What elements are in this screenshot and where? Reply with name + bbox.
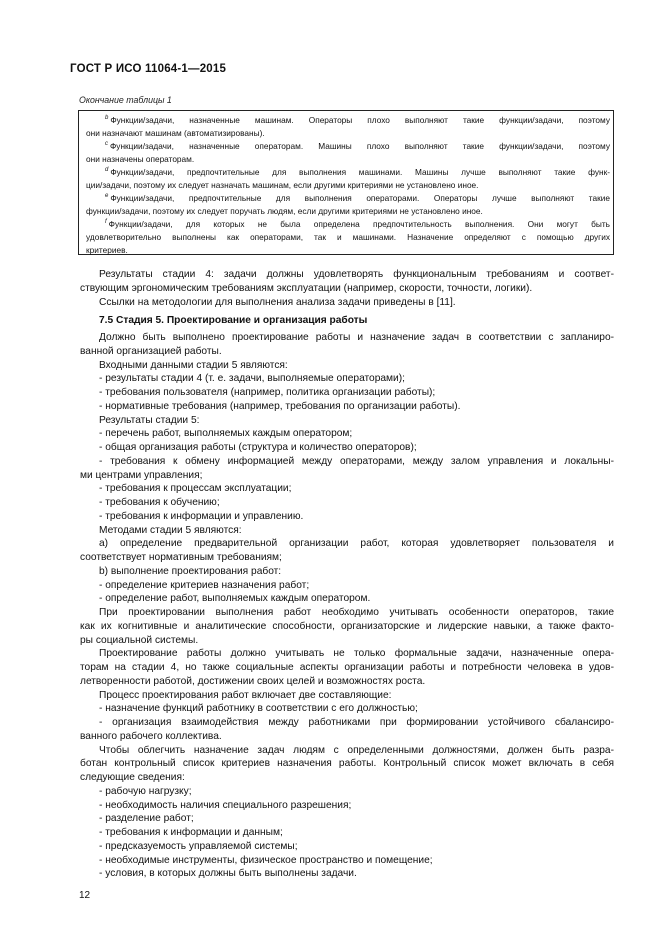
list-item: - общая организация работы (структура и количество операторов); <box>99 442 417 453</box>
body-line: торам на стадии 4, но также социальные аспекты организации работы и потребности человека в удов- <box>80 662 614 673</box>
footnote-b-line-2: они назначают машинам (автоматизированы). <box>86 128 265 138</box>
body-line: ры социальной системы. <box>80 635 199 646</box>
document-header: ГОСТ Р ИСО 11064-1—2015 <box>70 63 227 75</box>
page-number: 12 <box>79 890 91 901</box>
body-line: Методами стадии 5 являются: <box>99 525 242 536</box>
list-item: - предсказуемость управляемой системы; <box>99 841 298 852</box>
table-caption: Окончание таблицы 1 <box>79 95 172 105</box>
list-item: - необходимые инструменты, физическое пространство и помещение; <box>99 855 433 866</box>
footnote-d-line-2: ции/задачи, поэтому их следует назначать машинам, если другими критериями не установлено иное. <box>86 180 479 190</box>
list-item: - перечень работ, выполняемых каждым оператором; <box>99 428 353 439</box>
footnote-c-line-1: $^c$ Функции/задачи, назначенные операторам. Машины плохо выполняют такие функции/задачи, поэтому <box>105 141 610 151</box>
list-item: - требования к информации и управлению. <box>99 511 304 522</box>
body-line: Входными данными стадии 5 являются: <box>99 360 288 371</box>
list-item: - необходимость наличия специального разрешения; <box>99 800 352 811</box>
body-line: Чтобы облегчить назначение задач людям с определенными должностями, должен быть разра- <box>99 745 614 756</box>
list-item: - требования к обмену информацией между операторами, между залом управления и локальны- <box>99 456 614 467</box>
list-item: b) выполнение проектирования работ: <box>99 566 282 577</box>
footnote-c-line-2: они назначены операторам. <box>86 154 195 164</box>
footnote-d-line-1: $^d$ Функции/задачи, предпочтительные для выполнения машинами. Машины лучше выполняют такие функ- <box>105 167 610 177</box>
body-line: Процесс проектирования работ включает две составляющие: <box>99 690 392 701</box>
footnote-e-line-2: функции/задачи, поэтому их следует поручать людям, если другими критериями не установлено иное. <box>86 206 483 216</box>
list-item: - условия, в которых должны быть выполнены задачи. <box>99 868 357 879</box>
body-line: ствующим эргономическим требованиям эксплуатации (например, скорости, точности, логики). <box>80 283 533 294</box>
body-line: Результаты стадии 4: задачи должны удовлетворять функциональным требованиям и соответ- <box>99 269 614 280</box>
list-item: - требования к информации и данным; <box>99 827 283 838</box>
list-item: а) определение предварительной организации работ, которая удовлетворяет пользователя и <box>99 538 614 549</box>
list-item: соответствует нормативным требованиям; <box>80 552 282 563</box>
list-item: - разделение работ; <box>99 813 194 824</box>
body-line: Проектирование работы должно учитывать не только формальные задачи, назначенные опера- <box>99 648 614 659</box>
list-item: - нормативные требования (например, требования по организации работы). <box>99 401 461 412</box>
list-item: - определение критериев назначения работ; <box>99 580 310 591</box>
list-item: - требования пользователя (например, политика организации работы); <box>99 387 436 398</box>
list-item: - определение работ, выполняемых каждым оператором. <box>99 593 371 604</box>
list-item: - назначение функций работнику в соответствии с его должностью; <box>99 703 418 714</box>
footnote-e-line-1: $^e$ Функции/задачи, предпочтительные для выполнения операторами. Операторы лучше выполняют такие <box>105 193 610 203</box>
body-line: Результаты стадии 5: <box>99 415 200 426</box>
footnote-b-line-1: $^b$ Функции/задачи, назначенные машинам. Операторы плохо выполняют такие функции/задачи, поэтому <box>105 115 610 125</box>
body-line: При проектировании выполнения работ необходимо учитывать особенности операторов, такие <box>99 607 614 618</box>
footnote-f-line-1: $^f$ Функции/задачи, для которых не была определена предпочтительность выполнения. Они могут быть <box>105 219 610 229</box>
body-line: как их когнитивные и аналитические способности, организаторские и лидерские навыки, а также факто- <box>80 621 614 632</box>
footnote-f-line-3: критериев. <box>86 245 128 255</box>
list-item: - организация взаимодействия между работниками при формировании устойчивого сбалансиро- <box>99 717 614 728</box>
body-line: следующие сведения: <box>80 772 185 783</box>
list-item: - результаты стадии 4 (т. е. задачи, выполняемые операторами); <box>99 373 405 384</box>
list-item: - требования к обучению; <box>99 497 220 508</box>
footnote-f-line-2: удовлетворительно выполнены как операторами, так и машинами. Назначение определяют с помощью других <box>86 232 610 242</box>
body-line: ванной организацией работы. <box>80 346 222 357</box>
list-item: ванного рабочего коллектива. <box>80 731 222 742</box>
body-line: Ссылки на методологии для выполнения анализа задачи приведены в [11]. <box>99 297 456 308</box>
list-item: ми центрами управления; <box>80 470 203 481</box>
body-line: летворенности работой, достижении своих целей и возможностях роста. <box>80 676 426 687</box>
list-item: - рабочую нагрузку; <box>99 786 192 797</box>
list-item: - требования к процессам эксплуатации; <box>99 483 292 494</box>
body-line: Должно быть выполнено проектирование работы и назначение задач в соответствии с запланиро- <box>99 332 614 343</box>
section-heading: 7.5 Стадия 5. Проектирование и организация работы <box>99 315 368 326</box>
body-line: ботан контрольный список критериев назначения работы. Контрольный список может включать в себя <box>80 758 614 769</box>
